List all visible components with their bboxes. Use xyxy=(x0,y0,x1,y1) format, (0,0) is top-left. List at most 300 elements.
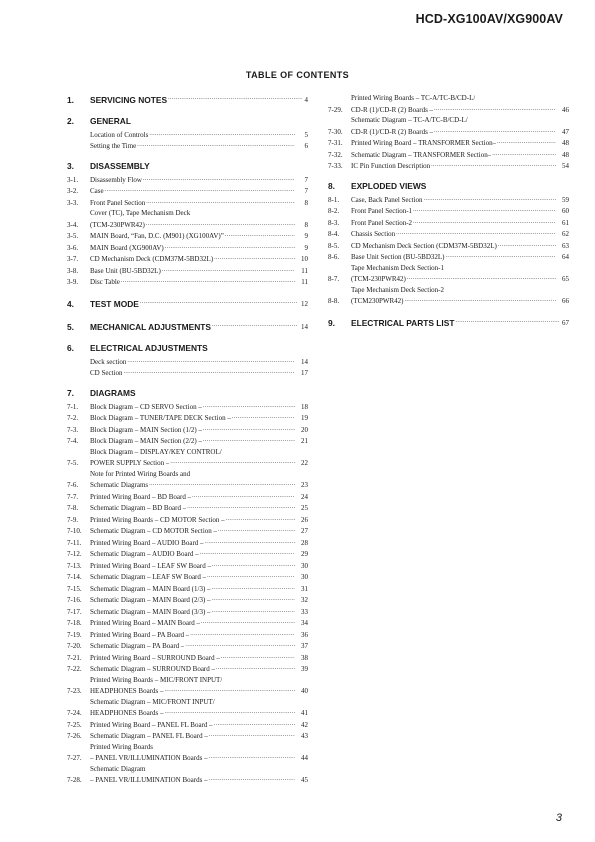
entry-text: MAIN Board (XG900AV) xyxy=(90,243,164,252)
section-page: 14 xyxy=(301,323,308,331)
entry-text: IC Pin Function Description xyxy=(351,162,431,170)
entry-page: 65 xyxy=(562,275,569,283)
toc-title: TABLE OF CONTENTS xyxy=(245,70,350,80)
entry-text: CD-R (1)/CD-R (2) Boards – xyxy=(351,127,434,136)
entry-lines xyxy=(90,356,308,368)
entry-line xyxy=(90,764,308,775)
entry-number: 3-3. xyxy=(67,198,79,207)
entry-lines xyxy=(90,502,308,514)
entry-page: 59 xyxy=(562,195,569,204)
section-entries xyxy=(328,194,569,307)
toc-entry xyxy=(67,140,308,152)
section-title: SERVICING NOTES xyxy=(90,95,168,105)
entry-text: Schematic Diagram – AUDIO Board – xyxy=(90,550,199,558)
dot-leader xyxy=(165,685,296,696)
entry-text: Schematic Diagram – PA Board – xyxy=(90,642,185,650)
entry-text: Front Panel Section-2 xyxy=(351,218,413,227)
toc-entry xyxy=(67,571,308,583)
entry-text: Printed Wiring Board – TRANSFORMER Section– xyxy=(351,139,497,147)
entry-lines xyxy=(351,149,569,161)
entry-line xyxy=(90,571,308,583)
entry-lines xyxy=(90,129,308,141)
dot-leader xyxy=(498,240,556,251)
entry-text: Schematic Diagram – MAIN Board (3/3) – xyxy=(90,607,211,616)
toc-entry xyxy=(67,663,308,675)
toc-entry xyxy=(67,491,308,503)
entry-text: Printed Wiring Board – AUDIO Board – xyxy=(90,538,204,547)
entry-line xyxy=(90,606,308,618)
dot-leader xyxy=(140,296,298,309)
section-heading xyxy=(67,387,308,400)
toc-section xyxy=(67,342,308,379)
entry-number: 7-13. xyxy=(67,561,82,570)
entry-line xyxy=(90,185,308,197)
toc-entry xyxy=(67,594,308,606)
entry-number: 7-23. xyxy=(67,687,82,695)
entry-line xyxy=(90,457,308,469)
dot-leader xyxy=(212,319,298,332)
entry-number: 8-5. xyxy=(328,241,340,250)
entry-text: Location of Controls xyxy=(90,130,149,139)
section-title: EXPLODED VIEWS xyxy=(351,181,427,191)
entry-lines xyxy=(90,742,308,764)
page-number: 3 xyxy=(555,812,562,824)
entry-lines xyxy=(90,208,308,230)
entry-page: 9 xyxy=(304,243,308,252)
dot-leader xyxy=(165,707,296,718)
section-heading xyxy=(328,315,569,330)
entry-text: Front Panel Section xyxy=(90,198,146,207)
entry-line xyxy=(90,491,308,503)
entry-page: 39 xyxy=(301,665,308,673)
toc-entry xyxy=(67,276,308,288)
toc-section xyxy=(67,160,308,288)
document-model-header: HCD-XG100AV/XG900AV xyxy=(415,12,563,26)
section-title: ELECTRICAL ADJUSTMENTS xyxy=(90,343,208,353)
entry-lines xyxy=(90,242,308,254)
entry-page: 17 xyxy=(301,369,308,377)
dot-leader xyxy=(149,479,295,490)
toc-entry xyxy=(67,469,308,491)
toc-entry xyxy=(328,251,569,263)
dot-leader xyxy=(190,629,295,640)
entry-lines xyxy=(90,253,308,265)
entry-line xyxy=(90,560,308,572)
entry-line xyxy=(90,675,308,686)
entry-lines xyxy=(90,764,308,786)
entry-lines xyxy=(90,197,308,209)
entry-number: 7-17. xyxy=(67,607,82,616)
entry-number: 8-2. xyxy=(328,207,340,215)
dot-leader xyxy=(121,276,295,287)
entry-number: 3-4. xyxy=(67,220,79,229)
entry-text: (TCM230PWR42) xyxy=(351,297,404,305)
toc-entry xyxy=(328,240,569,252)
entry-number: 3-6. xyxy=(67,243,79,252)
entry-lines xyxy=(351,285,569,307)
entry-text: Disassembly Flow xyxy=(90,175,142,184)
entry-line xyxy=(90,219,308,231)
entry-line xyxy=(90,356,308,368)
entry-number: 3-7. xyxy=(67,255,79,263)
toc-entry xyxy=(67,583,308,595)
entry-number: 7-33. xyxy=(328,162,343,170)
entry-line xyxy=(90,412,308,424)
dot-leader xyxy=(214,253,295,264)
section-heading xyxy=(67,296,308,311)
dot-leader xyxy=(407,273,556,284)
section-page: 4 xyxy=(304,96,308,104)
entry-text: Front Panel Section-1 xyxy=(351,207,413,215)
entry-text: Cover (TC), Tape Mechanism Deck xyxy=(90,209,191,217)
entry-text: Block Diagram – MAIN Section (2/2) – xyxy=(90,437,202,445)
dot-leader xyxy=(205,537,295,548)
toc-entry xyxy=(328,137,569,149)
toc-entry xyxy=(67,197,308,209)
entry-line xyxy=(90,752,308,764)
dot-leader xyxy=(185,640,295,651)
entry-lines xyxy=(90,265,308,277)
dot-leader xyxy=(105,185,295,196)
entry-page: 19 xyxy=(301,414,308,422)
entry-page: 25 xyxy=(301,504,308,512)
entry-page: 42 xyxy=(301,720,308,729)
section-number: 4. xyxy=(67,299,74,309)
entry-page: 63 xyxy=(562,241,569,250)
entry-page: 26 xyxy=(301,515,308,524)
entry-text: Schematic Diagram – PANEL FL Board – xyxy=(90,732,208,740)
entry-line xyxy=(351,205,569,217)
dot-leader xyxy=(123,367,295,378)
dot-leader xyxy=(209,774,295,785)
entry-lines xyxy=(351,194,569,206)
entry-number: 8-8. xyxy=(328,297,340,305)
entry-line xyxy=(90,525,308,537)
section-page: 67 xyxy=(562,319,569,327)
section-title: GENERAL xyxy=(90,116,131,126)
section-heading xyxy=(67,115,308,128)
entry-line xyxy=(351,263,569,274)
entry-line xyxy=(90,367,308,379)
entry-page: 10 xyxy=(301,255,308,263)
entry-line xyxy=(90,640,308,652)
toc-entry xyxy=(67,356,308,368)
section-heading xyxy=(67,342,308,355)
entry-line xyxy=(351,104,569,116)
entry-number: 7-5. xyxy=(67,459,79,467)
toc-entry xyxy=(67,742,308,764)
entry-line xyxy=(351,295,569,307)
entry-page: 9 xyxy=(304,232,308,240)
entry-number: 8-3. xyxy=(328,218,340,227)
dot-leader xyxy=(226,514,295,525)
entry-text: Case xyxy=(90,187,104,195)
dot-leader xyxy=(187,502,295,513)
entry-page: 31 xyxy=(301,584,308,593)
section-title: DISASSEMBLY xyxy=(90,161,150,171)
entry-page: 60 xyxy=(562,207,569,215)
section-entries xyxy=(67,129,308,152)
entry-lines xyxy=(90,230,308,242)
section-number: 6. xyxy=(67,343,74,353)
entry-text: Printed Wiring Boards – MIC/FRONT INPUT/ xyxy=(90,675,223,684)
entry-text: HEADPHONES Boards – xyxy=(90,687,164,695)
entry-text: CD Mechanism Deck (CDM37M-5BD32L) xyxy=(90,255,214,263)
toc-entry xyxy=(67,424,308,436)
entry-lines xyxy=(351,93,569,115)
entry-text: – PANEL VR/ILLUMINATION Boards – xyxy=(90,776,208,784)
dot-leader xyxy=(137,140,295,151)
entry-number: 7-4. xyxy=(67,437,79,445)
section-number: 1. xyxy=(67,95,74,105)
entry-lines xyxy=(90,140,308,152)
entry-number: 3-2. xyxy=(67,187,79,195)
entry-page: 14 xyxy=(301,357,308,366)
entry-lines xyxy=(90,447,308,469)
entry-line xyxy=(90,174,308,186)
entry-number: 7-3. xyxy=(67,425,79,434)
dot-leader xyxy=(149,129,295,140)
entry-line xyxy=(90,617,308,629)
toc-entry xyxy=(328,205,569,217)
toc-entry xyxy=(67,435,308,447)
entry-text: Tape Mechanism Deck Section-1 xyxy=(351,263,445,272)
entry-number: 7-15. xyxy=(67,584,82,593)
entry-lines xyxy=(90,435,308,447)
entry-text: Case, Back Panel Section xyxy=(351,195,423,204)
entry-page: 18 xyxy=(301,402,308,411)
entry-text: – PANEL VR/ILLUMINATION Boards – xyxy=(90,754,208,762)
dot-leader xyxy=(165,242,295,253)
entry-lines xyxy=(351,263,569,285)
entry-text: Printed Wiring Boards xyxy=(90,742,153,751)
toc-entry xyxy=(67,560,308,572)
toc-entry xyxy=(67,764,308,786)
entry-line xyxy=(90,140,308,152)
entry-number: 8-4. xyxy=(328,230,340,238)
entry-text: Printed Wiring Board – SURROUND Board – xyxy=(90,653,220,662)
entry-lines xyxy=(351,217,569,229)
dot-leader xyxy=(212,606,295,617)
toc-left-column xyxy=(67,92,308,794)
entry-page: 22 xyxy=(301,459,308,467)
toc-section xyxy=(67,115,308,152)
dot-leader xyxy=(434,126,556,137)
entry-text: Chassis Section xyxy=(351,230,396,238)
dot-leader xyxy=(405,295,557,306)
section-entries xyxy=(67,356,308,379)
entry-line xyxy=(90,548,308,560)
section-number: 8. xyxy=(328,181,335,191)
entry-line xyxy=(351,251,569,263)
entry-text: Schematic Diagram xyxy=(90,764,146,773)
entry-page: 45 xyxy=(301,776,308,784)
section-heading xyxy=(67,160,308,173)
entry-number: 3-9. xyxy=(67,278,79,286)
dot-leader xyxy=(424,194,556,205)
entry-line xyxy=(90,537,308,549)
entry-number: 7-16. xyxy=(67,596,82,604)
toc-section xyxy=(67,319,308,334)
entry-number: 7-22. xyxy=(67,665,82,673)
entry-line xyxy=(90,663,308,675)
entry-lines xyxy=(90,652,308,664)
dot-leader xyxy=(209,730,295,741)
entry-line xyxy=(90,242,308,254)
entry-text: (TCM-230PWR42) xyxy=(351,275,406,283)
entry-text: Note for Printed Wiring Boards and xyxy=(90,469,191,478)
dot-leader xyxy=(146,197,295,208)
entry-lines xyxy=(351,205,569,217)
entry-line xyxy=(90,435,308,447)
entry-lines xyxy=(90,424,308,436)
dot-leader xyxy=(216,663,295,674)
entry-line xyxy=(90,253,308,265)
entry-lines xyxy=(351,251,569,263)
entry-line xyxy=(351,228,569,240)
section-heading xyxy=(328,180,569,193)
entry-lines xyxy=(90,697,308,719)
entry-number: 7-24. xyxy=(67,709,82,717)
entry-text: Printed Wiring Boards – TC-A/TC-B/CD-L/ xyxy=(351,94,476,102)
entry-lines xyxy=(90,675,308,697)
dot-leader xyxy=(207,571,295,582)
dot-leader xyxy=(434,104,556,115)
toc-entry xyxy=(67,185,308,197)
toc-entry xyxy=(67,447,308,469)
entry-line xyxy=(90,629,308,641)
toc-entry xyxy=(67,525,308,537)
entry-page: 8 xyxy=(304,198,308,207)
entry-number: 3-5. xyxy=(67,232,79,240)
section-title: DIAGRAMS xyxy=(90,388,136,398)
entry-line xyxy=(351,285,569,296)
entry-number: 7-18. xyxy=(67,619,82,627)
entry-text: Printed Wiring Board – LEAF SW Board – xyxy=(90,561,211,570)
section-page: 12 xyxy=(301,300,308,308)
dot-leader xyxy=(212,594,295,605)
toc-entry xyxy=(67,174,308,186)
dot-leader xyxy=(413,205,556,216)
entry-text: Setting the Time xyxy=(90,142,137,150)
toc-entry xyxy=(328,115,569,137)
entry-number: 7-29. xyxy=(328,105,343,114)
entry-lines xyxy=(90,367,308,379)
entry-lines xyxy=(90,730,308,742)
entry-text: Base Unit (BU-5BD32L) xyxy=(90,266,161,275)
entry-number: 7-25. xyxy=(67,720,82,729)
entry-line xyxy=(90,208,308,219)
section-heading xyxy=(67,92,308,107)
entry-number: 7-9. xyxy=(67,515,79,524)
dot-leader xyxy=(396,228,556,239)
entry-lines xyxy=(90,174,308,186)
entry-lines xyxy=(90,629,308,641)
entry-page: 46 xyxy=(562,105,569,114)
entry-text: CD Section xyxy=(90,369,123,377)
toc-entry xyxy=(328,194,569,206)
toc-right-column xyxy=(328,92,569,338)
entry-page: 32 xyxy=(301,596,308,604)
dot-leader xyxy=(143,174,295,185)
dot-leader xyxy=(431,160,556,171)
entry-lines xyxy=(90,583,308,595)
entry-lines xyxy=(90,469,308,491)
entry-text: Schematic Diagram – BD Board – xyxy=(90,504,187,512)
dot-leader xyxy=(209,752,295,763)
entry-line xyxy=(351,273,569,285)
entry-text: Printed Wiring Boards – CD MOTOR Section – xyxy=(90,515,225,524)
entry-number: 8-7. xyxy=(328,275,340,283)
toc-entry xyxy=(67,265,308,277)
toc-section xyxy=(328,315,569,330)
entry-line xyxy=(351,160,569,172)
entry-page: 34 xyxy=(301,619,308,627)
entry-page: 30 xyxy=(301,573,308,581)
toc-entry xyxy=(328,285,569,307)
entry-number: 7-2. xyxy=(67,414,79,422)
section-entries xyxy=(328,93,569,172)
toc-entry xyxy=(67,719,308,731)
entry-page: 61 xyxy=(562,218,569,227)
entry-page: 54 xyxy=(562,162,569,170)
entry-page: 47 xyxy=(562,127,569,136)
entry-page: 23 xyxy=(301,481,308,489)
entry-page: 6 xyxy=(304,142,308,150)
entry-page: 44 xyxy=(301,754,308,762)
entry-line xyxy=(90,514,308,526)
dot-leader xyxy=(497,137,556,148)
entry-number: 7-31. xyxy=(328,139,343,147)
entry-line xyxy=(90,774,308,786)
entry-line xyxy=(351,194,569,206)
entry-page: 37 xyxy=(301,642,308,650)
entry-lines xyxy=(90,617,308,629)
entry-number: 7-7. xyxy=(67,492,79,501)
entry-line xyxy=(90,594,308,606)
entry-lines xyxy=(90,514,308,526)
entry-lines xyxy=(351,137,569,149)
entry-lines xyxy=(90,412,308,424)
toc-entry xyxy=(67,412,308,424)
entry-text: Base Unit Section (BU-5BD32L) xyxy=(351,253,445,261)
toc-entry xyxy=(328,160,569,172)
toc-entry xyxy=(67,652,308,664)
section-title: ELECTRICAL PARTS LIST xyxy=(351,318,455,328)
entry-line xyxy=(90,129,308,141)
entry-page: 62 xyxy=(562,230,569,238)
entry-page: 21 xyxy=(301,437,308,445)
toc-entry xyxy=(67,208,308,230)
toc-entry xyxy=(67,367,308,379)
entry-lines xyxy=(90,606,308,618)
toc-entry xyxy=(67,606,308,618)
toc-entry xyxy=(67,401,308,413)
entry-text: Schematic Diagram – TRANSFORMER Section– xyxy=(351,150,492,159)
entry-text: Schematic Diagram – LEAF SW Board – xyxy=(90,573,207,581)
dot-leader xyxy=(168,92,301,105)
entry-text: Schematic Diagrams xyxy=(90,481,149,489)
entry-line xyxy=(351,217,569,229)
section-number: 2. xyxy=(67,116,74,126)
entry-text: CD Mechanism Deck Section (CDM37M-5BD32L) xyxy=(351,241,497,250)
entry-text: Printed Wiring Board – BD Board – xyxy=(90,492,192,501)
entry-line xyxy=(351,93,569,104)
dot-leader xyxy=(212,583,295,594)
dot-leader xyxy=(492,149,556,160)
toc-entry xyxy=(67,675,308,697)
entry-line xyxy=(90,685,308,697)
